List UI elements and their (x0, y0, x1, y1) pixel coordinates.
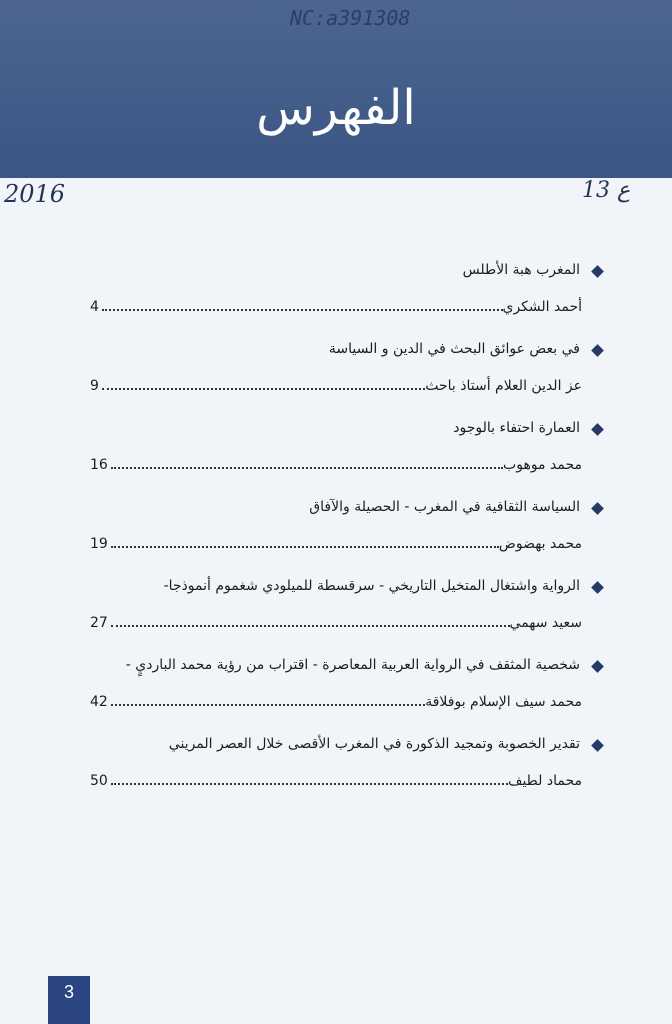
toc-entry (90, 578, 610, 657)
diamond-bullet-icon (591, 739, 604, 752)
entry-author: محمد سيف الإسلام بوفلاقة (425, 694, 582, 710)
page-title: الفهرس (256, 80, 416, 136)
toc-entry (90, 341, 610, 420)
dot-leader (111, 545, 499, 548)
toc-entry (90, 736, 610, 815)
entry-title: تقدير الخصوبة وتمجيد الذكورة في المغرب الأقصى خلال العصر المريني (168, 736, 580, 752)
entry-page-number: 16 (90, 457, 108, 473)
dot-leader (102, 387, 425, 390)
handwritten-year: 2016 (4, 180, 66, 208)
dot-leader (102, 308, 503, 311)
toc-entry (90, 657, 610, 736)
diamond-bullet-icon (591, 423, 604, 436)
toc-entry (90, 262, 610, 341)
entry-author: عز الدين العلام أستاذ باحث (425, 378, 582, 394)
diamond-bullet-icon (591, 660, 604, 673)
entry-author: محمد بهضوض (498, 536, 582, 552)
entry-title: المغرب هبة الأطلس (462, 262, 580, 278)
dot-leader (111, 703, 425, 706)
page-number: 3 (63, 982, 74, 1002)
toc-entry (90, 499, 610, 578)
entry-page-number: 9 (90, 378, 99, 394)
entry-author: سعيد سهمي (509, 615, 582, 631)
page-number-box (48, 976, 90, 1024)
diamond-bullet-icon (591, 265, 604, 278)
header-banner (0, 0, 672, 178)
dot-leader (111, 624, 510, 627)
entry-page-number: 19 (90, 536, 108, 552)
entry-author: أحمد الشكري (502, 299, 582, 315)
entry-title: العمارة احتفاء بالوجود (453, 420, 580, 436)
entry-title: الرواية واشتغال المتخيل التاريخي - سرقسطة للميلودي شغموم أنموذجا- (163, 578, 580, 594)
entry-page-number: 42 (90, 694, 108, 710)
entry-page-number: 50 (90, 773, 108, 789)
toc-entry (90, 420, 610, 499)
entry-author: محمد موهوب (503, 457, 582, 473)
table-of-contents (90, 262, 610, 815)
entry-title: في بعض عوائق البحث في الدين و السياسة (328, 341, 580, 357)
diamond-bullet-icon (591, 344, 604, 357)
diamond-bullet-icon (591, 502, 604, 515)
entry-author: محماد لطيف (507, 773, 582, 789)
entry-title: السياسة الثقافية في المغرب - الحصيلة والآفاق (309, 499, 580, 515)
entry-page-number: 27 (90, 615, 108, 631)
handwritten-ref: ع 13 (582, 178, 631, 203)
diamond-bullet-icon (591, 581, 604, 594)
dot-leader (111, 782, 508, 785)
catalog-code: NC:a391308 (290, 6, 411, 30)
dot-leader (111, 466, 503, 469)
entry-page-number: 4 (90, 299, 99, 315)
entry-title: شخصية المثقف في الرواية العربية المعاصرة - اقتراب من رؤية محمد البارديٍ - (125, 657, 580, 673)
